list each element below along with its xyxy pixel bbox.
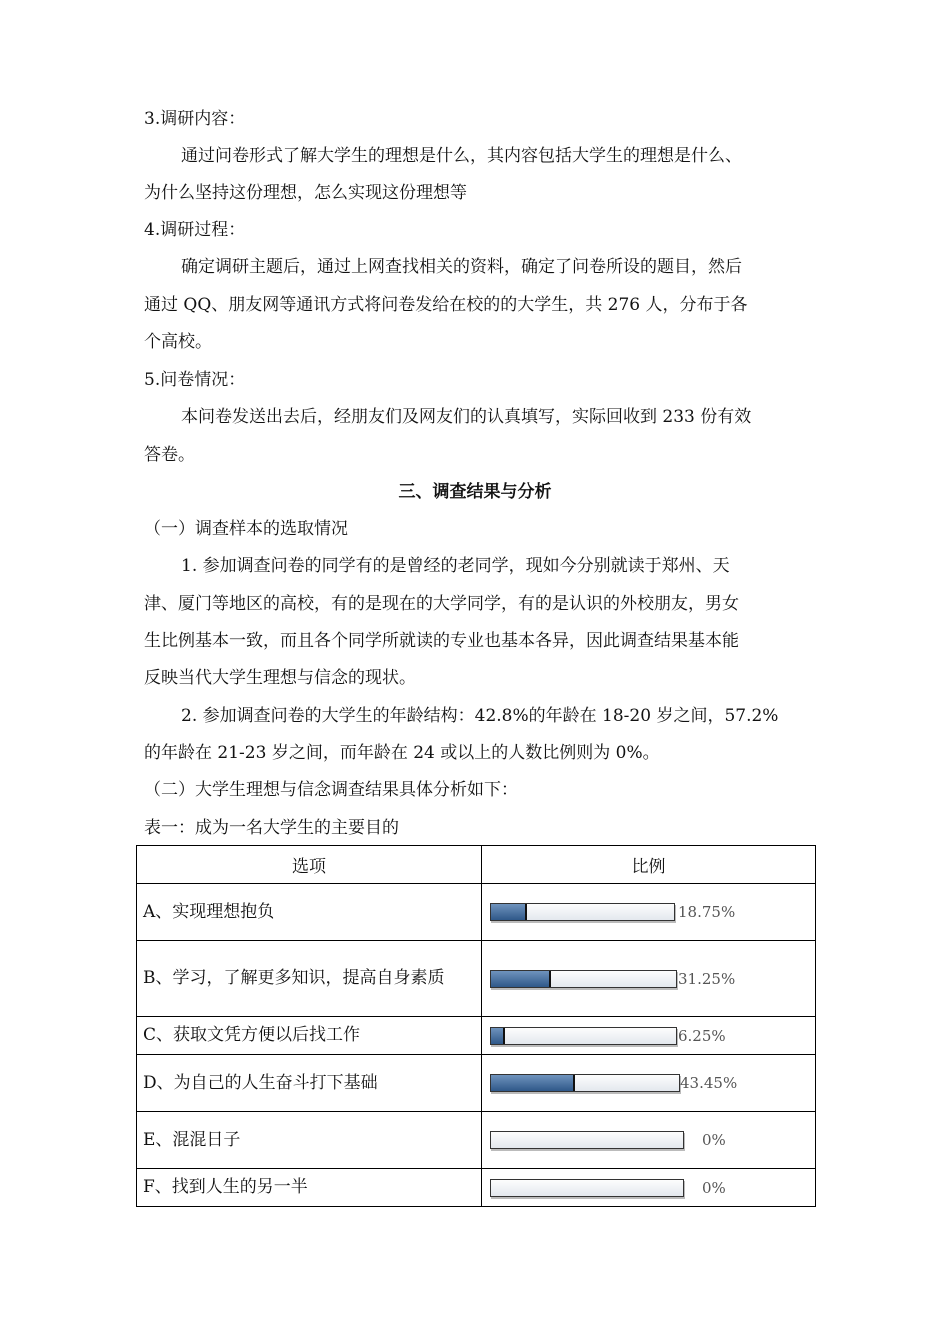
table-header-row xyxy=(137,846,816,884)
option-cell: E、混混日子 xyxy=(137,1112,482,1169)
table-row xyxy=(137,941,816,1017)
paragraph-line: 反映当代大学生理想与信念的现状。 xyxy=(144,668,416,688)
paragraph-line: 的年龄在 21-23 岁之间，而年龄在 24 或以上的人数比例则为 0%。 xyxy=(144,743,660,763)
header-ratio: 比例 xyxy=(482,846,816,884)
progress-fill xyxy=(491,971,551,987)
paragraph-line: 通过 QQ、朋友网等通讯方式将问卷发给在校的的大学生，共 276 人，分布于各 xyxy=(144,295,748,315)
progress-bar xyxy=(490,1179,684,1197)
percent-label: 0% xyxy=(702,1178,726,1197)
option-cell: C、获取文凭方便以后找工作 xyxy=(137,1017,482,1055)
ratio-cell xyxy=(482,1169,816,1207)
progress-bar xyxy=(490,970,677,988)
progress-fill xyxy=(491,1075,575,1091)
paragraph-line: 确定调研主题后，通过上网查找相关的资料，确定了问卷所设的题目，然后 xyxy=(181,257,742,277)
heading-research-content: 3.调研内容： xyxy=(144,109,246,129)
option-cell: D、为自己的人生奋斗打下基础 xyxy=(137,1055,482,1112)
section-title: 三、调查结果与分析 xyxy=(398,482,552,502)
ratio-cell xyxy=(482,941,816,1017)
subsection-heading: （一）调查样本的选取情况 xyxy=(144,519,348,539)
subsection-heading: （二）大学生理想与信念调查结果具体分析如下： xyxy=(144,780,518,800)
option-cell: B、学习，了解更多知识，提高自身素质 xyxy=(137,941,482,1017)
heading-research-process: 4.调研过程： xyxy=(144,220,246,240)
ratio-cell xyxy=(482,1055,816,1112)
ratio-cell xyxy=(482,1112,816,1169)
progress-bar xyxy=(490,1027,677,1045)
table-row xyxy=(137,884,816,941)
paragraph-line: 1. 参加调查问卷的同学有的是曾经的老同学，现如今分别就读于郑州、天 xyxy=(181,556,730,576)
percent-label: 18.75% xyxy=(678,903,736,921)
ratio-cell xyxy=(482,884,816,941)
paragraph-line: 津、厦门等地区的高校，有的是现在的大学同学，有的是认识的外校朋友，男女 xyxy=(144,594,739,614)
table-row xyxy=(137,1055,816,1112)
purpose-table xyxy=(136,845,816,1207)
progress-bar xyxy=(490,1074,680,1092)
table-row xyxy=(137,1112,816,1169)
paragraph-line: 答卷。 xyxy=(144,445,195,465)
progress-bar xyxy=(490,1131,684,1149)
option-cell: F、找到人生的另一半 xyxy=(137,1169,482,1207)
table-caption: 表一：成为一名大学生的主要目的 xyxy=(144,818,399,838)
progress-fill xyxy=(491,1028,505,1044)
percent-label: 6.25% xyxy=(678,1026,726,1045)
paragraph-line: 本问卷发送出去后，经朋友们及网友们的认真填写，实际回收到 233 份有效 xyxy=(181,407,752,427)
ratio-cell xyxy=(482,1017,816,1055)
table-row xyxy=(137,1169,816,1207)
progress-fill xyxy=(491,904,527,920)
paragraph-line: 生比例基本一致，而且各个同学所就读的专业也基本各异，因此调查结果基本能 xyxy=(144,631,739,651)
heading-questionnaire: 5.问卷情况： xyxy=(144,370,246,390)
progress-bar xyxy=(490,903,675,921)
percent-label: 43.45% xyxy=(680,1074,738,1092)
paragraph-line: 个高校。 xyxy=(144,332,212,352)
paragraph-line: 通过问卷形式了解大学生的理想是什么，其内容包括大学生的理想是什么、 xyxy=(181,146,742,166)
percent-label: 31.25% xyxy=(678,969,736,988)
header-option: 选项 xyxy=(137,846,482,884)
paragraph-line: 为什么坚持这份理想，怎么实现这份理想等 xyxy=(144,183,467,203)
option-cell: A、实现理想抱负 xyxy=(137,884,482,941)
table-row xyxy=(137,1017,816,1055)
percent-label: 0% xyxy=(702,1131,726,1149)
paragraph-line: 2. 参加调查问卷的大学生的年龄结构：42.8%的年龄在 18-20 岁之间，57.2% xyxy=(181,706,779,726)
